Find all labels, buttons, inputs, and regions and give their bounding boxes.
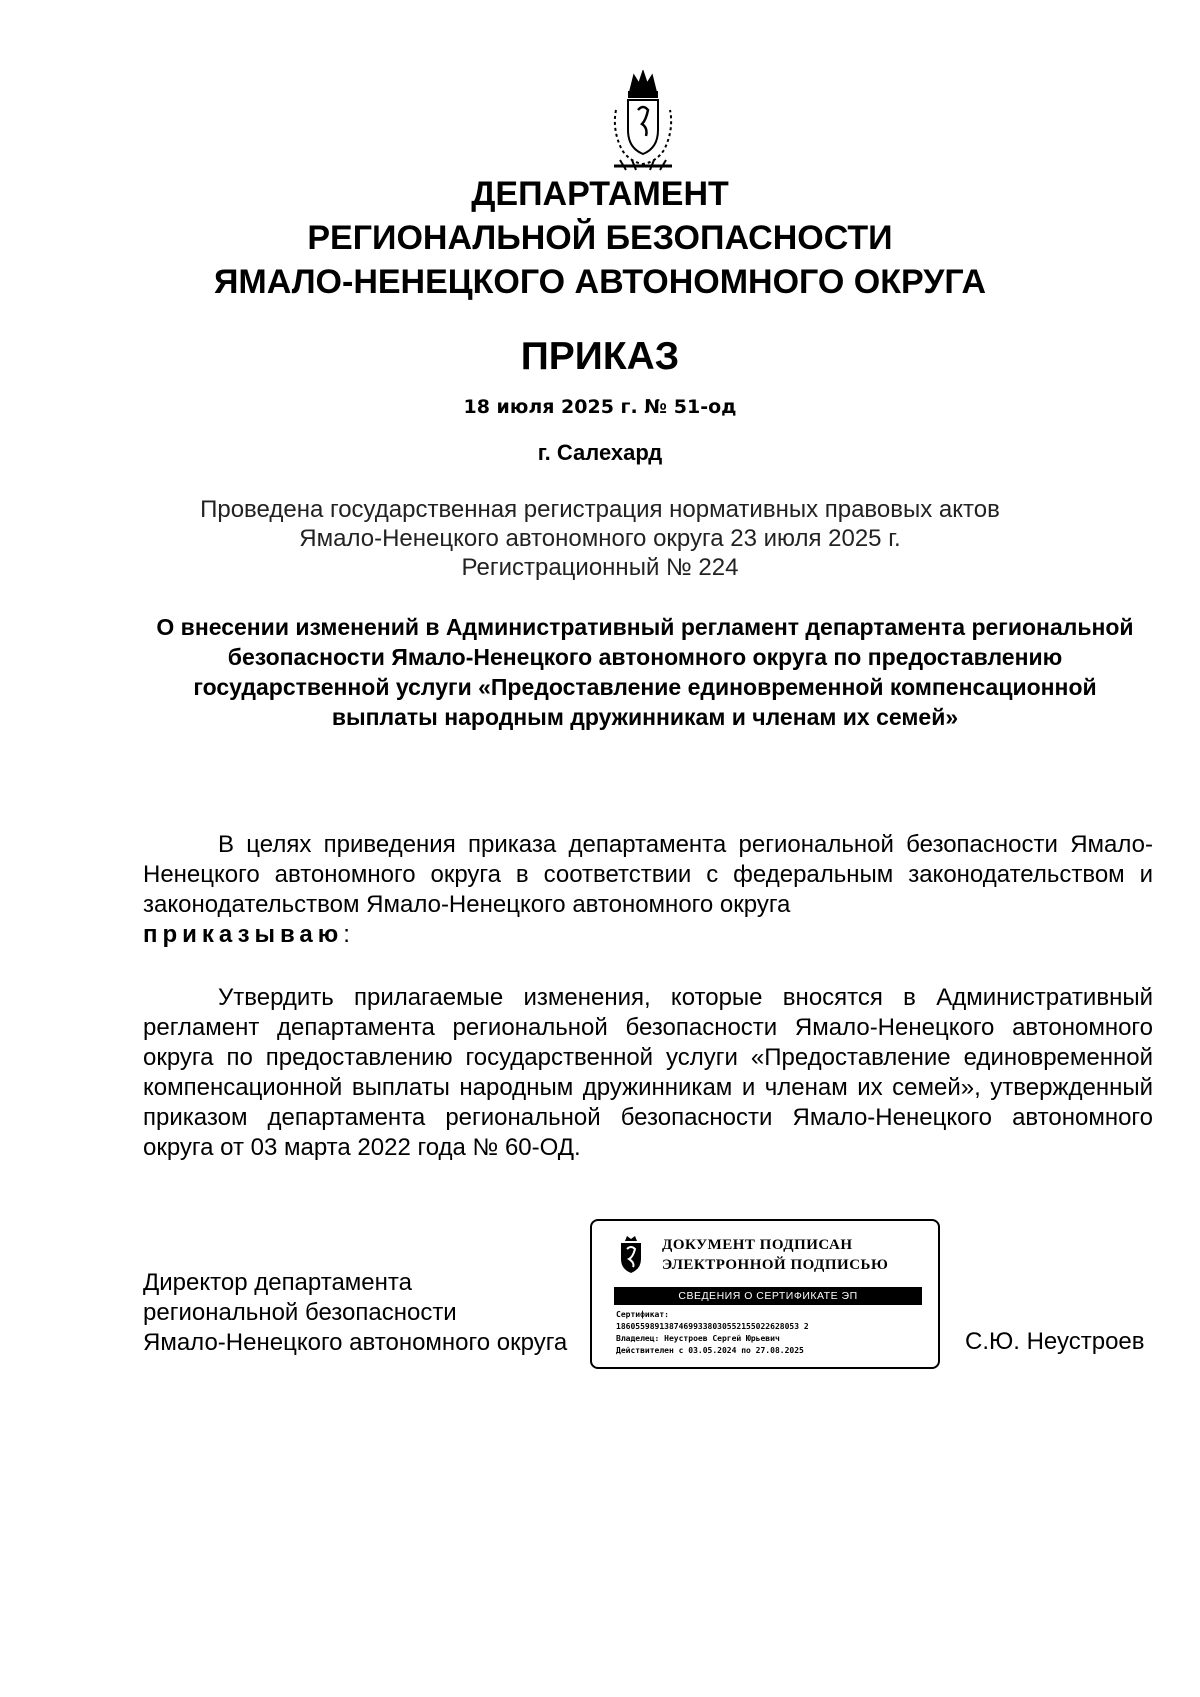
certificate-owner: Владелец: Неустроев Сергей Юрьевич (616, 1334, 780, 1343)
signer-position-line: Директор департамента (143, 1269, 412, 1296)
signer-position-line: региональной безопасности (143, 1299, 457, 1326)
department-line: ЯМАЛО-НЕНЕЦКОГО АВТОНОМНОГО ОКРУГА (213, 263, 987, 301)
stamp-title (662, 1235, 932, 1275)
body-paragraph-2 (143, 983, 1153, 1163)
e-signature-stamp (590, 1219, 940, 1369)
preamble-text: В целях приведения приказа департамента региональной безопасности Ямало-Ненецкого автономного округа в соответствии с федеральным законодательством и законодательством Ямало-Ненецкого автономного округа (143, 831, 1153, 918)
coat-of-arms-icon (608, 70, 678, 174)
body-paragraph-1 (143, 830, 1153, 950)
registration-line: Проведена государственная регистрация нормативных правовых актов (200, 496, 1000, 523)
city: г. Салехард (537, 440, 663, 465)
document-subject: О внесении изменений в Административный регламент департамента региональной безопасности Ямало-Ненецкого автономного округа по предоставлению государственной услуги «Предоставление единовременной компенсационной выплаты народным дружинникам и членам их семей» (156, 614, 1134, 730)
registration-note (0, 495, 1200, 582)
command-punct: : (343, 921, 350, 948)
registration-line: Регистрационный № 224 (461, 554, 739, 581)
date-number: 18 июля 2025 г. № 51-од (463, 396, 737, 418)
certificate-number: 18605598913874699338030552155022628053 2 (616, 1322, 809, 1331)
stamp-emblem-icon (617, 1235, 645, 1275)
certificate-label: Сертификат: (616, 1310, 669, 1319)
certificate-validity: Действителен с 03.05.2024 по 27.08.2025 (616, 1346, 804, 1355)
document-type: ПРИКАЗ (520, 335, 680, 378)
stamp-title-line: ЭЛЕКТРОННОЙ ПОДПИСЬЮ (662, 1257, 889, 1273)
signer-position (143, 1268, 567, 1358)
department-line: ДЕПАРТАМЕНТ (471, 175, 729, 213)
department-name (0, 172, 1200, 304)
registration-line: Ямало-Ненецкого автономного округа 23 июля 2025 г. (299, 525, 901, 552)
resolution-text: Утвердить прилагаемые изменения, которые вносятся в Административный регламент департамента региональной безопасности Ямало-Ненецкого автономного округа по предоставлению государственной услуги «Предоставление единовременной компенсационной выплаты народным дружинникам и членам их семей», утвержденный приказом департамента региональной безопасности Ямало-Ненецкого автономного округа от 03 марта 2022 года № 60-ОД. (143, 984, 1153, 1161)
signer-position-line: Ямало-Ненецкого автономного округа (143, 1329, 568, 1356)
signer-name: С.Ю. Неустроев (965, 1328, 1145, 1355)
command-word: приказываю (143, 921, 344, 948)
command-line (143, 920, 1153, 950)
stamp-title-line: ДОКУМЕНТ ПОДПИСАН (662, 1237, 853, 1253)
department-line: РЕГИОНАЛЬНОЙ БЕЗОПАСНОСТИ (307, 219, 893, 257)
stamp-certificate-bar: СВЕДЕНИЯ О СЕРТИФИКАТЕ ЭП (614, 1287, 922, 1305)
stamp-certificate-details (616, 1309, 809, 1357)
